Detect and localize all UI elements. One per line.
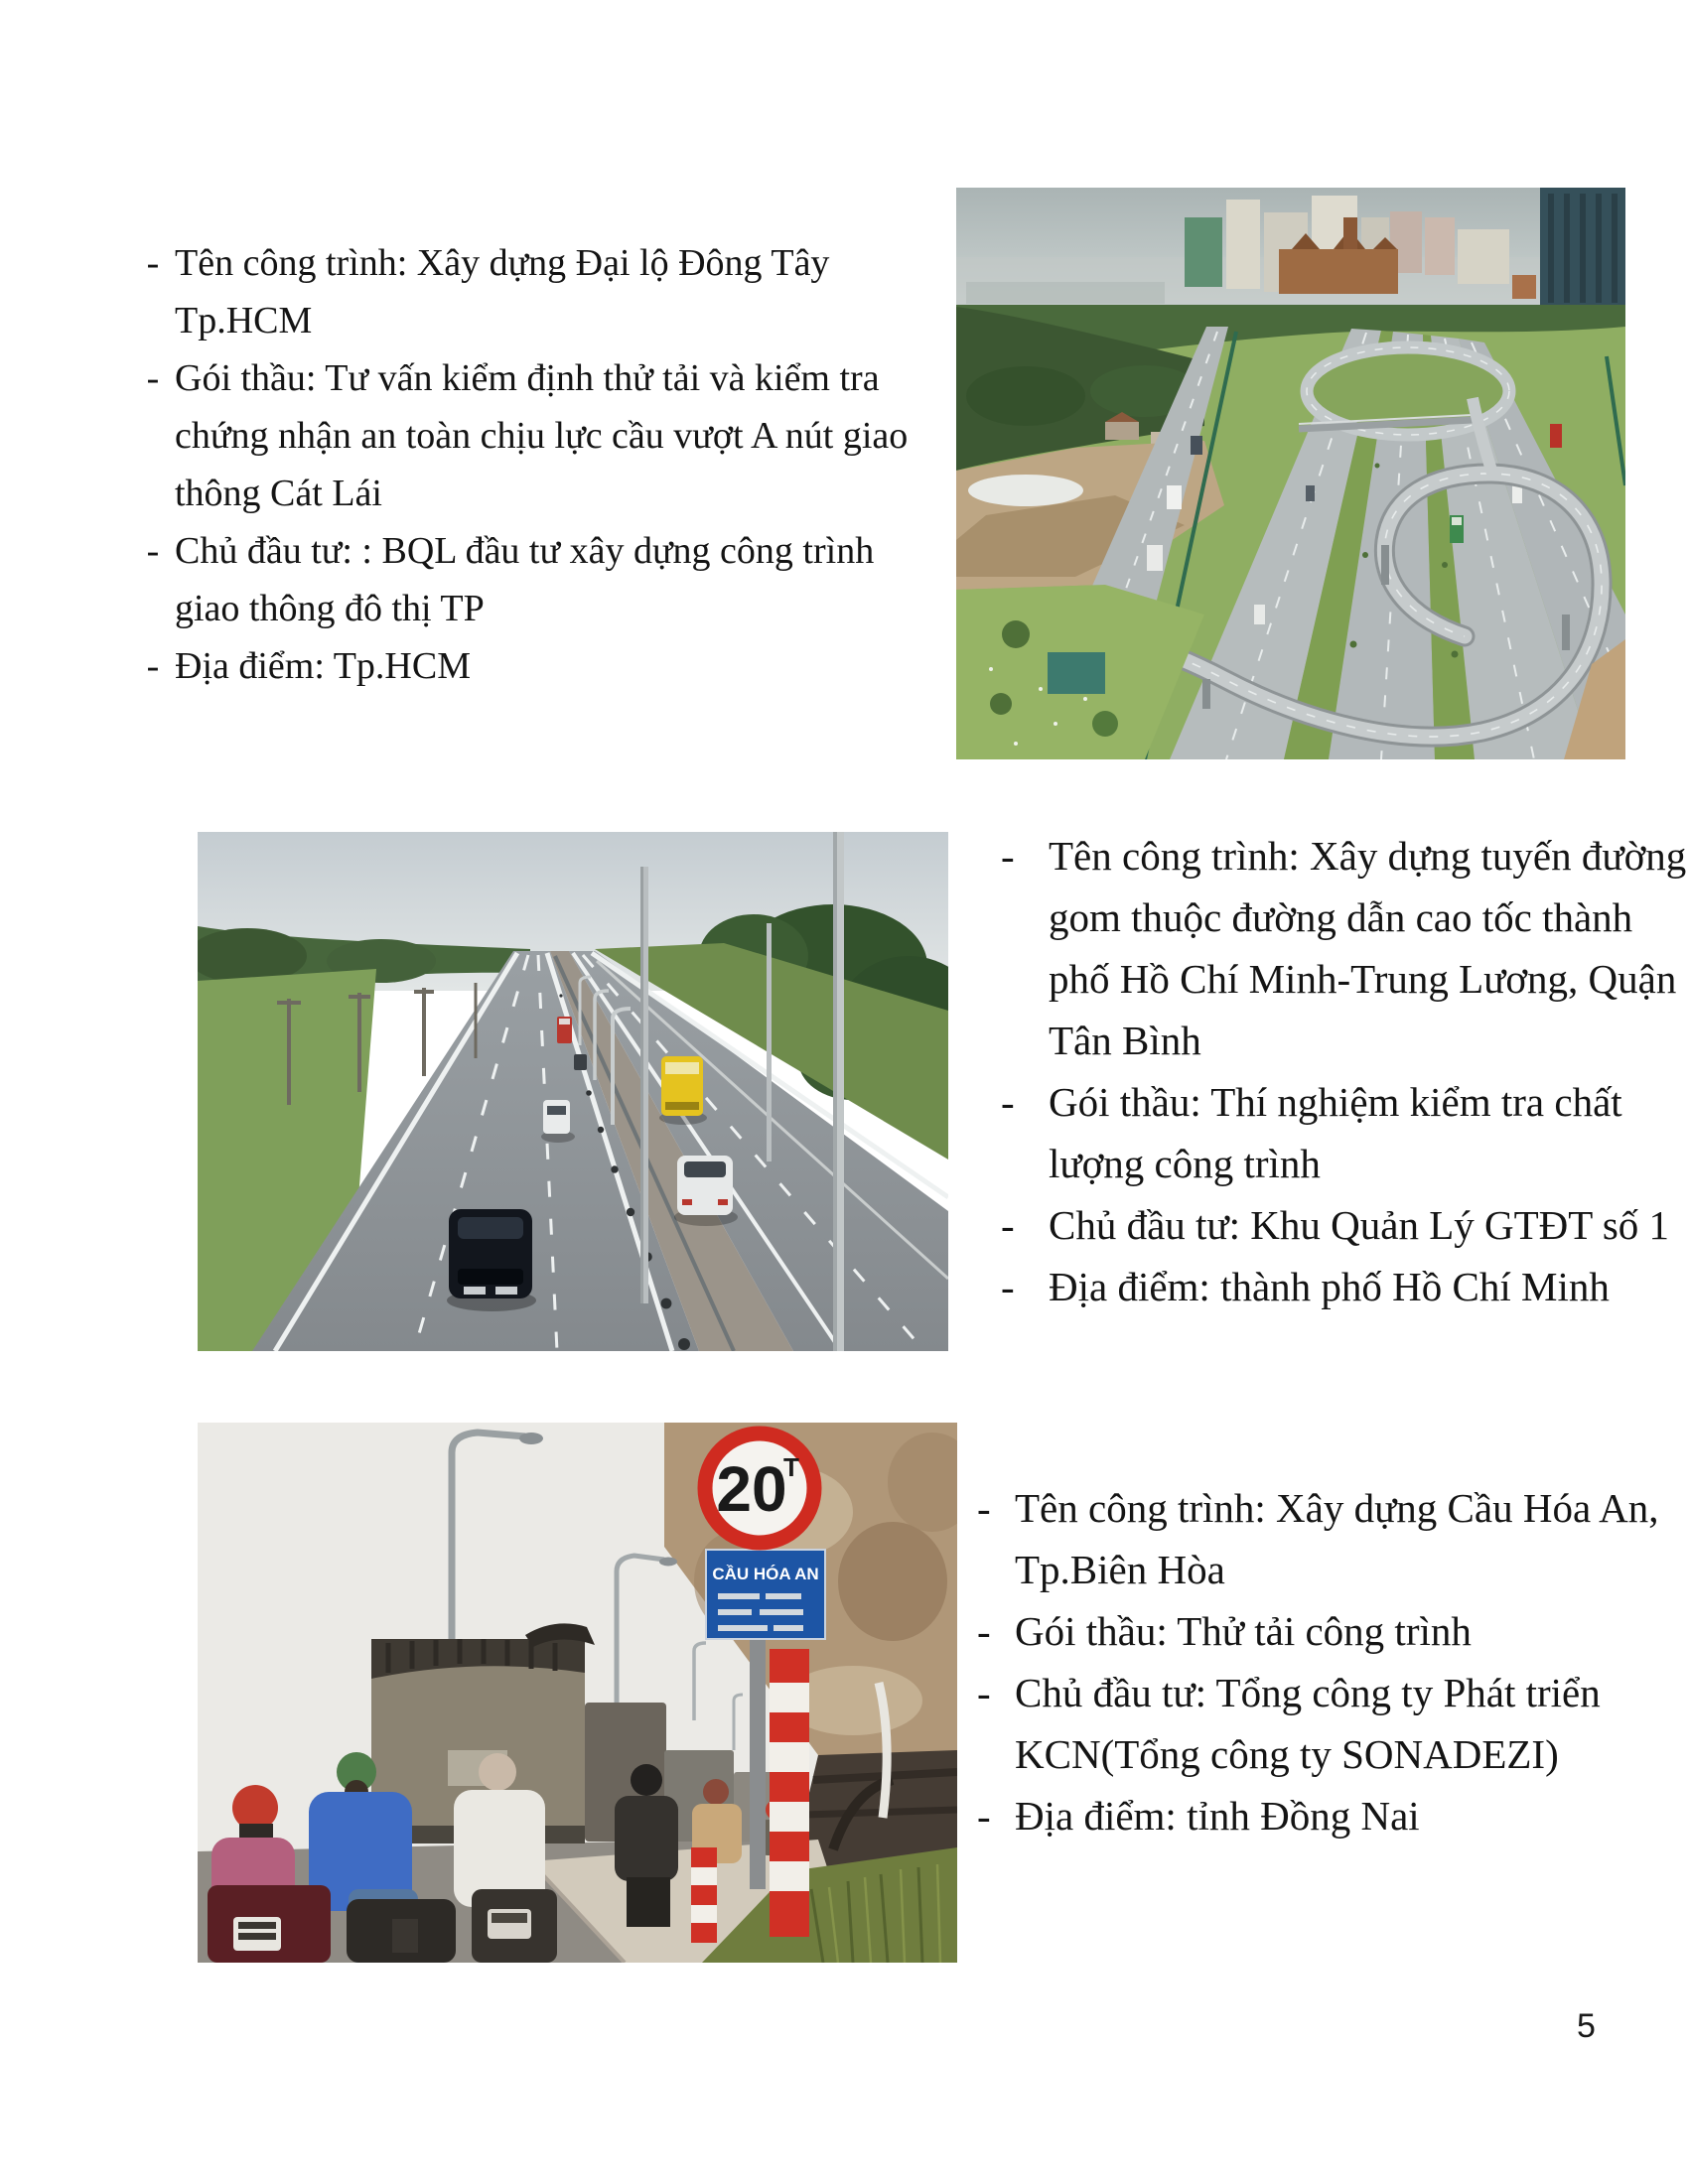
list-item-text: phố Hồ Chí Minh-Trung Lương, Quận (1049, 956, 1677, 1002)
highway-illustration (198, 832, 948, 1351)
list-item-text: Gói thầu: Thí nghiệm kiểm tra chất (1049, 1079, 1622, 1125)
glass-tower (1540, 188, 1625, 309)
weight-limit-value: 20 (716, 1453, 787, 1525)
bullet-dash: - (146, 357, 160, 399)
bullet-dash: - (146, 530, 160, 572)
list-item (131, 522, 965, 580)
list-item (975, 1785, 1660, 1846)
white-suv (677, 1156, 733, 1215)
project-3-text (975, 1477, 1660, 1846)
aerial-interchange-photo (956, 188, 1625, 759)
bullet-dash: - (977, 1670, 991, 1715)
billboard (1048, 652, 1105, 694)
white-van (1512, 485, 1522, 503)
bullet-dash: - (1001, 1202, 1015, 1248)
truck (1191, 436, 1202, 455)
list-item (131, 292, 965, 349)
list-item (131, 465, 965, 522)
project-2-text (995, 825, 1687, 1317)
bullet-dash: - (1001, 1079, 1015, 1125)
list-item-text: Gói thầu: Tư vấn kiểm định thử tải và kiểm tra (175, 357, 880, 399)
weight-limit-unit: T (783, 1452, 799, 1482)
list-item-text: Gói thầu: Thử tải công trình (1015, 1608, 1472, 1654)
list-item-text: lượng công trình (1049, 1141, 1321, 1186)
truck (1147, 545, 1163, 571)
list-item-text: Chủ đầu tư: : BQL đầu tư xây dựng công trình (175, 530, 875, 572)
yellow-bus (661, 1056, 703, 1116)
list-item-text: Tp.Biên Hòa (1015, 1547, 1225, 1592)
list-item (131, 580, 965, 637)
striped-post-small (691, 1847, 717, 1943)
list-item (995, 1010, 1660, 1071)
bridge-traffic-photo (198, 1423, 957, 1963)
striped-post-large (770, 1649, 809, 1937)
list-item-text: Tân Bình (1049, 1018, 1201, 1063)
list-item (131, 234, 965, 292)
list-item (975, 1477, 1660, 1539)
list-item-text: chứng nhận an toàn chịu lực cầu vượt A nút giao (175, 415, 909, 457)
aerial-interchange-illustration (956, 188, 1625, 759)
list-item (975, 1662, 1660, 1723)
list-item-text: Địa điểm: Tp.HCM (175, 645, 472, 687)
list-item-text: Tên công trình: Xây dựng tuyến đường (1049, 833, 1687, 879)
list-item-text: Địa điểm: tỉnh Đồng Nai (1015, 1793, 1420, 1839)
red-truck (1550, 424, 1562, 448)
list-item (975, 1539, 1660, 1600)
list-item-text: Chủ đầu tư: Tổng công ty Phát triển (1015, 1670, 1601, 1715)
bridge-traffic-illustration (198, 1423, 957, 1963)
list-item-text: giao thông đô thị TP (175, 588, 485, 629)
weight-limit-sign (698, 1427, 821, 1550)
list-item (995, 825, 1687, 887)
list-item (995, 1256, 1660, 1317)
highway-photo (198, 832, 948, 1351)
list-item (995, 948, 1677, 1010)
list-item (975, 1600, 1660, 1662)
list-item-text: Tên công trình: Xây dựng Cầu Hóa An, (1015, 1485, 1659, 1531)
list-item-text: Tên công trình: Xây dựng Đại lộ Đông Tây (175, 242, 830, 284)
list-item-text: gom thuộc đường dẫn cao tốc thành (1049, 894, 1633, 940)
bullet-dash: - (146, 645, 160, 687)
list-item-text: KCN(Tổng công ty SONADEZI) (1015, 1731, 1559, 1777)
bullet-dash: - (977, 1608, 991, 1654)
list-item-text: Địa điểm: thành phố Hồ Chí Minh (1049, 1264, 1610, 1309)
list-item-text: Chủ đầu tư: Khu Quản Lý GTĐT số 1 (1049, 1202, 1670, 1248)
bullet-dash: - (977, 1485, 991, 1531)
list-item (995, 887, 1660, 948)
project-1-text (131, 234, 965, 695)
list-item (995, 1133, 1660, 1194)
list-item (131, 349, 965, 407)
list-item (131, 637, 965, 695)
white-car (543, 1100, 570, 1134)
bullet-dash: - (977, 1793, 991, 1839)
truck (1167, 485, 1182, 509)
list-item (995, 1194, 1670, 1256)
page-number: 5 (1577, 2007, 1596, 2045)
list-item-text: thông Cát Lái (175, 473, 382, 514)
car (1254, 605, 1265, 624)
bridge-sign-label: CẦU HÓA AN (712, 1565, 819, 1583)
dark-suv (449, 1209, 532, 1298)
car (574, 1054, 587, 1070)
list-item-text: Tp.HCM (175, 300, 313, 341)
list-item (995, 1071, 1660, 1133)
bullet-dash: - (1001, 1264, 1015, 1309)
list-item (131, 407, 965, 465)
list-item (975, 1723, 1660, 1785)
bullet-dash: - (1001, 833, 1015, 879)
bridge-name-sign (706, 1550, 825, 1639)
car (1306, 485, 1315, 501)
bullet-dash: - (146, 242, 160, 284)
